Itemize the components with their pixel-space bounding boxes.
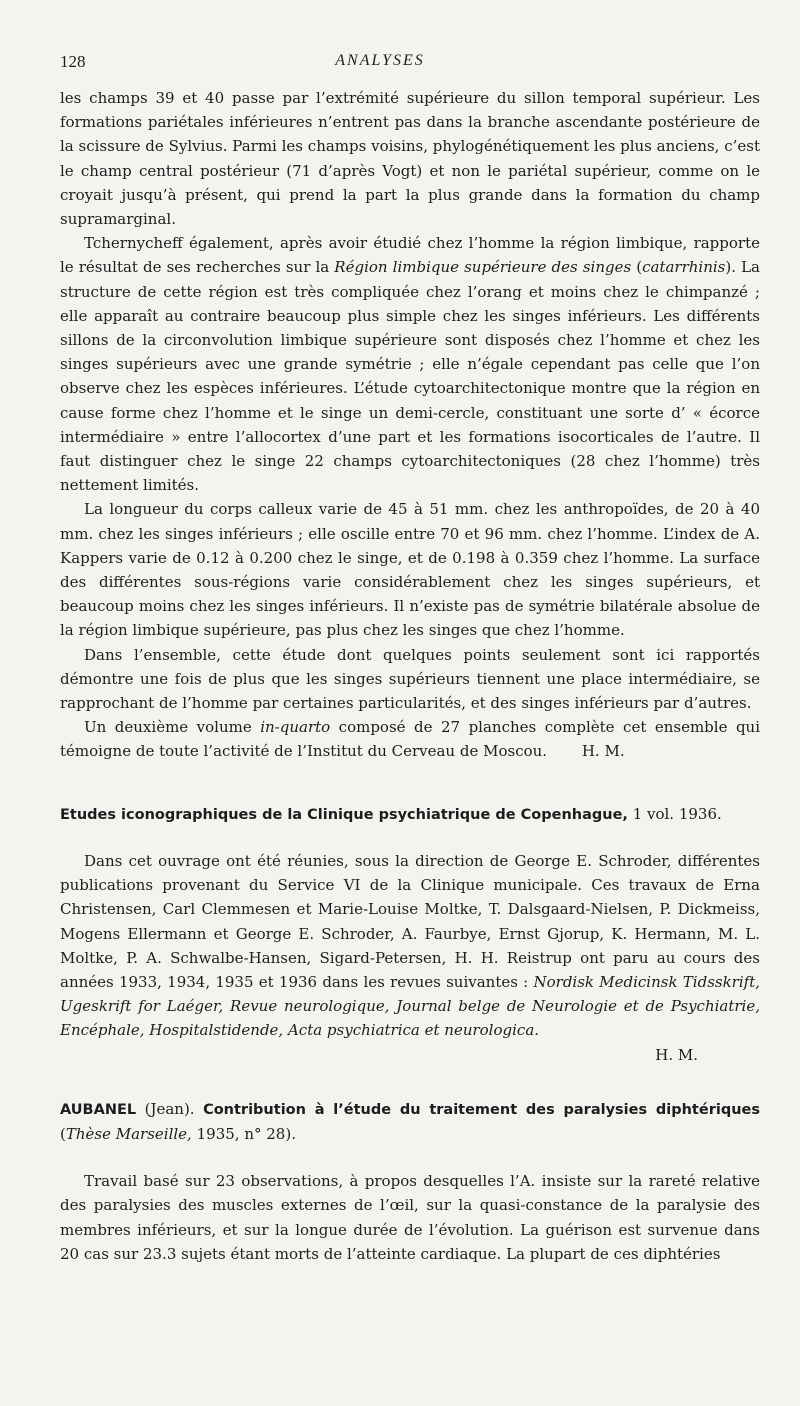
running-title: ANALYSES: [335, 52, 425, 69]
paragraph: les champs 39 et 40 passe par l’extrémité supérieure du sillon temporal supérieur. Les formations pariétales inférieures n’entrent pas dans la branche ascendante postérieure de la scissure de Sylvius. Parmi les champs voisins, phylogénétiquement les plus anciens, c’est le champ central postérieur (71 d’après Vogt) et non le pariétal supérieur, comme on le croyait jusqu’à présent, qui prend la part la plus grande dans la formation du champ supramarginal.: [60, 89, 760, 229]
review-aubanel: [60, 1097, 760, 1266]
review-heading: [60, 802, 760, 827]
text-run: Dans cet ouvrage ont été réunies, sous la direction de George E. Schroder, différentes publications provenant du Service VI de la Clinique municipale. Ces travaux de Erna Christensen, Carl Clemmesen et Marie-Louise Moltke, T. Dalsgaard-Nielsen, P. Dickmeiss, Mogens Ellermann et George E. Schroder, A. Faurbye, Ernst Gjorup, K. Hermann, M. L. Moltke, P. A. Schwalbe-Hansen, Sigard-Petersen, H. H. Reistrup ont paru au cours des années 1933, 1934, 1935 et 1936 dans les revues suivantes :: [60, 851, 760, 991]
paragraph: La longueur du corps calleux varie de 45 à 51 mm. chez les anthropoïdes, de 20 à 40 mm. chez les singes inférieurs ; elle oscille entre 70 et 96 mm. chez l’homme. L’index de A. Kappers varie de 0.12 à 0.200 chez le singe, et de 0.198 à 0.359 chez l’homme. La surface des différentes sous-régions varie considérablement chez les singes supérieurs, et beaucoup moins chez les singes inférieurs. Il n’existe pas de symétrie bilatérale absolue de la région limbique supérieure, pas plus chez les singes que chez l’homme.: [60, 500, 760, 640]
page-number: 128: [60, 52, 86, 71]
heading-title: Contribution à l’étude du traitement des paralysies diphtériques: [203, 1101, 760, 1118]
heading-title: Etudes iconographiques de la Clinique psychiatrique de Copenhague,: [60, 806, 628, 823]
paragraph: [60, 231, 760, 497]
italic-title: Région limbique supérieure des singes: [334, 258, 632, 277]
text-run: composé de 27 planches complète cet ensemble qui témoigne de toute l’activité de l’Institut du Cerveau de Moscou.: [60, 718, 760, 761]
italic-term: in-quarto: [260, 718, 331, 737]
paragraph: Travail basé sur 23 observations, à propos desquelles l’A. insiste sur la rareté relative des paralysies des muscles externes de l’œil, sur la quasi-constance de la paralysie des membres inférieurs, et sur la longue durée de l’évolution. La guérison est survenue dans 20 cas sur 23.3 sujets étant morts de l’atteinte cardiaque. La plupart de ces diphtéries: [60, 1172, 760, 1263]
review-heading: [60, 1097, 760, 1147]
paragraph: Dans l’ensemble, cette étude dont quelques points seulement sont ici rapportés démontre une fois de plus que les singes supérieurs tiennent une place intermédiaire, se rapprochant de l’homme par certaines particularités, et des singes inférieurs par d’autres.: [60, 645, 760, 713]
paragraph: [60, 849, 760, 1043]
review-continuation: [60, 86, 760, 764]
page-body: [60, 86, 760, 1266]
paragraph: [60, 715, 760, 763]
author-firstname: (Jean).: [136, 1099, 204, 1118]
italic-term: catarrhinis: [642, 258, 726, 277]
heading-open: (: [60, 1124, 66, 1143]
heading-details: 1 vol. 1936.: [627, 804, 722, 823]
review-copenhague: [60, 802, 760, 1067]
text-run: Un deuxième volume: [84, 718, 261, 737]
heading-source: Thèse Marseille,: [65, 1124, 192, 1143]
text-run: (: [631, 258, 643, 277]
signature: H. M.: [655, 1045, 698, 1064]
text-run: ). La structure de cette région est très compliquée chez l’orang et moins chez le chimpanzé ; elle apparaît au contraire beaucoup plus simple chez les singes inférieurs. Les différents sillons de la circonvolution limbique supérieure sont disposés chez l’homme et chez les singes supérieurs avec une grande symétrie ; elle n’égale cependant pas celle que l’on observe chez les espèces inférieures. L’étude cytoarchitectonique montre que la région en cause forme chez l’homme et le singe un demi-cercle, constituant une sorte d’ « écorce intermédiaire » entre l’allocortex d’une part et les formations isocorticales de l’autre. Il faut distinguer chez le singe 22 champs cytoarchitectoniques (28 chez l’homme) très nettement limités.: [60, 258, 760, 495]
page-header: [60, 52, 700, 76]
text-run: Tchernycheff également, après avoir étudié chez l’homme la région limbique, rapporte le résultat de ses recherches sur la: [60, 234, 760, 277]
author-name: AUBANEL: [60, 1101, 137, 1118]
heading-details: 1935, n° 28).: [191, 1124, 296, 1143]
signature: H. M.: [581, 742, 625, 761]
italic-journals: Nordisk Medicinsk Tidsskrift, Ugeskrift for Laéger, Revue neurologique, Journal belge de Neurologie et de Psychiatrie, Encéphale, Hospitalstidende, Acta psychiatrica et neurologica.: [60, 972, 760, 1040]
